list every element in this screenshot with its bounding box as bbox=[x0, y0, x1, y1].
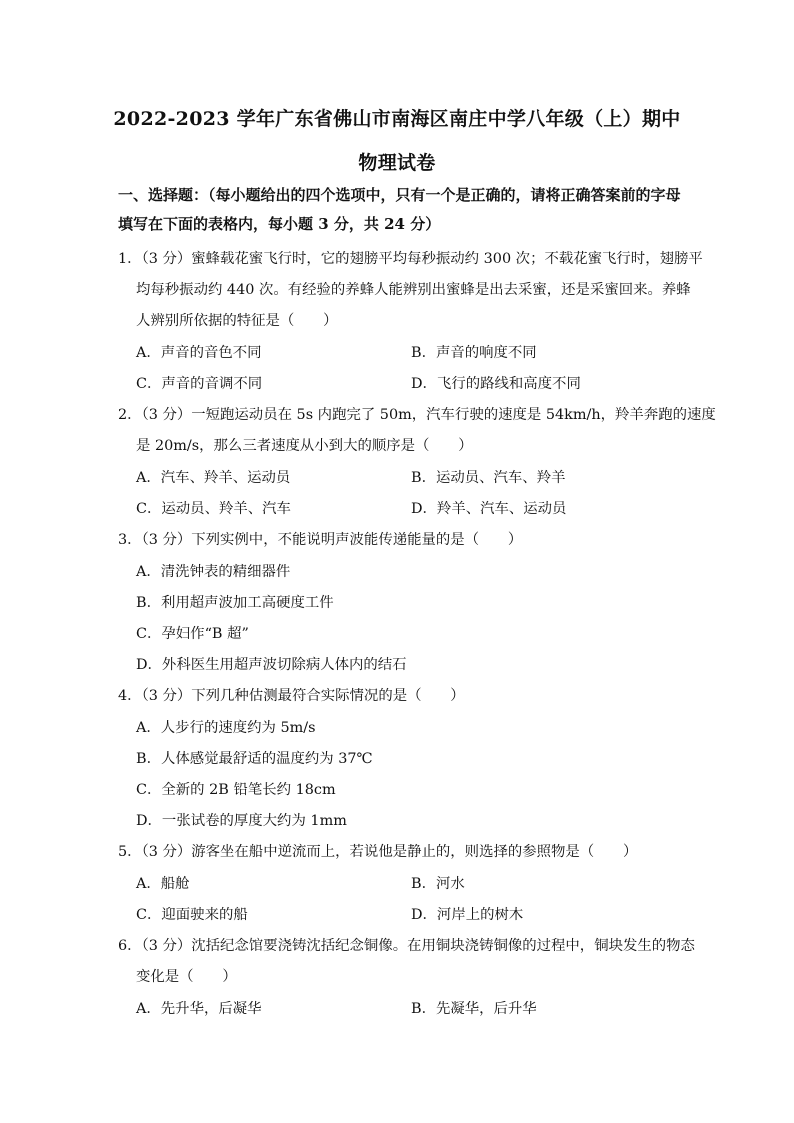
question-1-option-c[interactable]: C．声音的音调不同 bbox=[136, 376, 263, 392]
question-4-line-1: 4．（3 分）下列几种估测最符合实际情况的是（ ） bbox=[118, 688, 465, 704]
question-3-option-a[interactable]: A．清洗钟表的精细器件 bbox=[136, 564, 291, 580]
exam-title-line1: 2022-2023 学年广东省佛山市南海区南庄中学八年级（上）期中 bbox=[113, 108, 681, 130]
question-1-line-2: 均每秒振动约 440 次。有经验的养蜂人能辨别出蜜蜂是出去采蜜，还是采蜜回来。养蜂 bbox=[136, 282, 691, 298]
question-6-option-a[interactable]: A．先升华，后凝华 bbox=[136, 1001, 262, 1017]
question-3-option-d[interactable]: D．外科医生用超声波切除病人体内的结石 bbox=[136, 657, 407, 673]
question-4-option-c[interactable]: C．全新的 2B 铅笔长约 18cm bbox=[136, 782, 336, 798]
question-2-option-b[interactable]: B．运动员、汽车、羚羊 bbox=[411, 470, 566, 486]
question-5-line-1: 5．（3 分）游客坐在船中逆流而上，若说他是静止的，则选择的参照物是（ ） bbox=[118, 844, 638, 860]
question-3-line-1: 3．（3 分）下列实例中，不能说明声波能传递能量的是（ ） bbox=[118, 532, 523, 548]
question-5-option-c[interactable]: C．迎面驶来的船 bbox=[136, 907, 248, 923]
question-4-option-d[interactable]: D．一张试卷的厚度大约为 1mm bbox=[136, 813, 347, 829]
question-5-option-b[interactable]: B．河水 bbox=[411, 876, 465, 892]
question-6-option-b[interactable]: B．先凝华，后升华 bbox=[411, 1001, 537, 1017]
question-1-option-a[interactable]: A．声音的音色不同 bbox=[136, 345, 262, 361]
question-3-option-c[interactable]: C．孕妇作“B 超” bbox=[136, 626, 249, 642]
question-2-line-1: 2．（3 分）一短跑运动员在 5s 内跑完了 50m，汽车行驶的速度是 54km/h，羚羊奔跑的速度 bbox=[118, 407, 716, 423]
question-6-line-2: 变化是（ ） bbox=[136, 969, 237, 985]
question-2-line-2: 是 20m/s，那么三者速度从小到大的顺序是（ ） bbox=[136, 438, 473, 454]
question-5-option-d[interactable]: D．河岸上的树木 bbox=[411, 907, 524, 923]
question-2-option-d[interactable]: D．羚羊、汽车、运动员 bbox=[411, 501, 567, 517]
question-2-option-c[interactable]: C．运动员、羚羊、汽车 bbox=[136, 501, 291, 517]
question-3-option-b[interactable]: B．利用超声波加工高硬度工件 bbox=[136, 595, 334, 611]
section-heading: 一、选择题：（每小题给出的四个选项中，只有一个是正确的，请将正确答案前的字母填写在下面的表格内，每小题 3 分，共 24 分） bbox=[118, 186, 681, 233]
exam-title-line2: 物理试卷 bbox=[358, 152, 436, 174]
question-5-option-a[interactable]: A．船舱 bbox=[136, 876, 190, 892]
question-4-option-b[interactable]: B．人体感觉最舒适的温度约为 37℃ bbox=[136, 751, 373, 767]
question-1-option-d[interactable]: D．飞行的路线和高度不同 bbox=[411, 376, 581, 392]
question-2-option-a[interactable]: A．汽车、羚羊、运动员 bbox=[136, 470, 291, 486]
question-1-line-3: 人辨别所依据的特征是（ ） bbox=[136, 313, 338, 329]
question-6-line-1: 6．（3 分）沈括纪念馆要浇铸沈括纪念铜像。在用铜块浇铸铜像的过程中，铜块发生的物态 bbox=[118, 938, 695, 954]
question-1-line-1: 1．（3 分）蜜蜂载花蜜飞行时，它的翅膀平均每秒振动约 300 次；不载花蜜飞行时，翅膀平 bbox=[118, 251, 703, 267]
question-1-option-b[interactable]: B．声音的响度不同 bbox=[411, 345, 537, 361]
question-4-option-a[interactable]: A．人步行的速度约为 5m/s bbox=[136, 720, 316, 736]
